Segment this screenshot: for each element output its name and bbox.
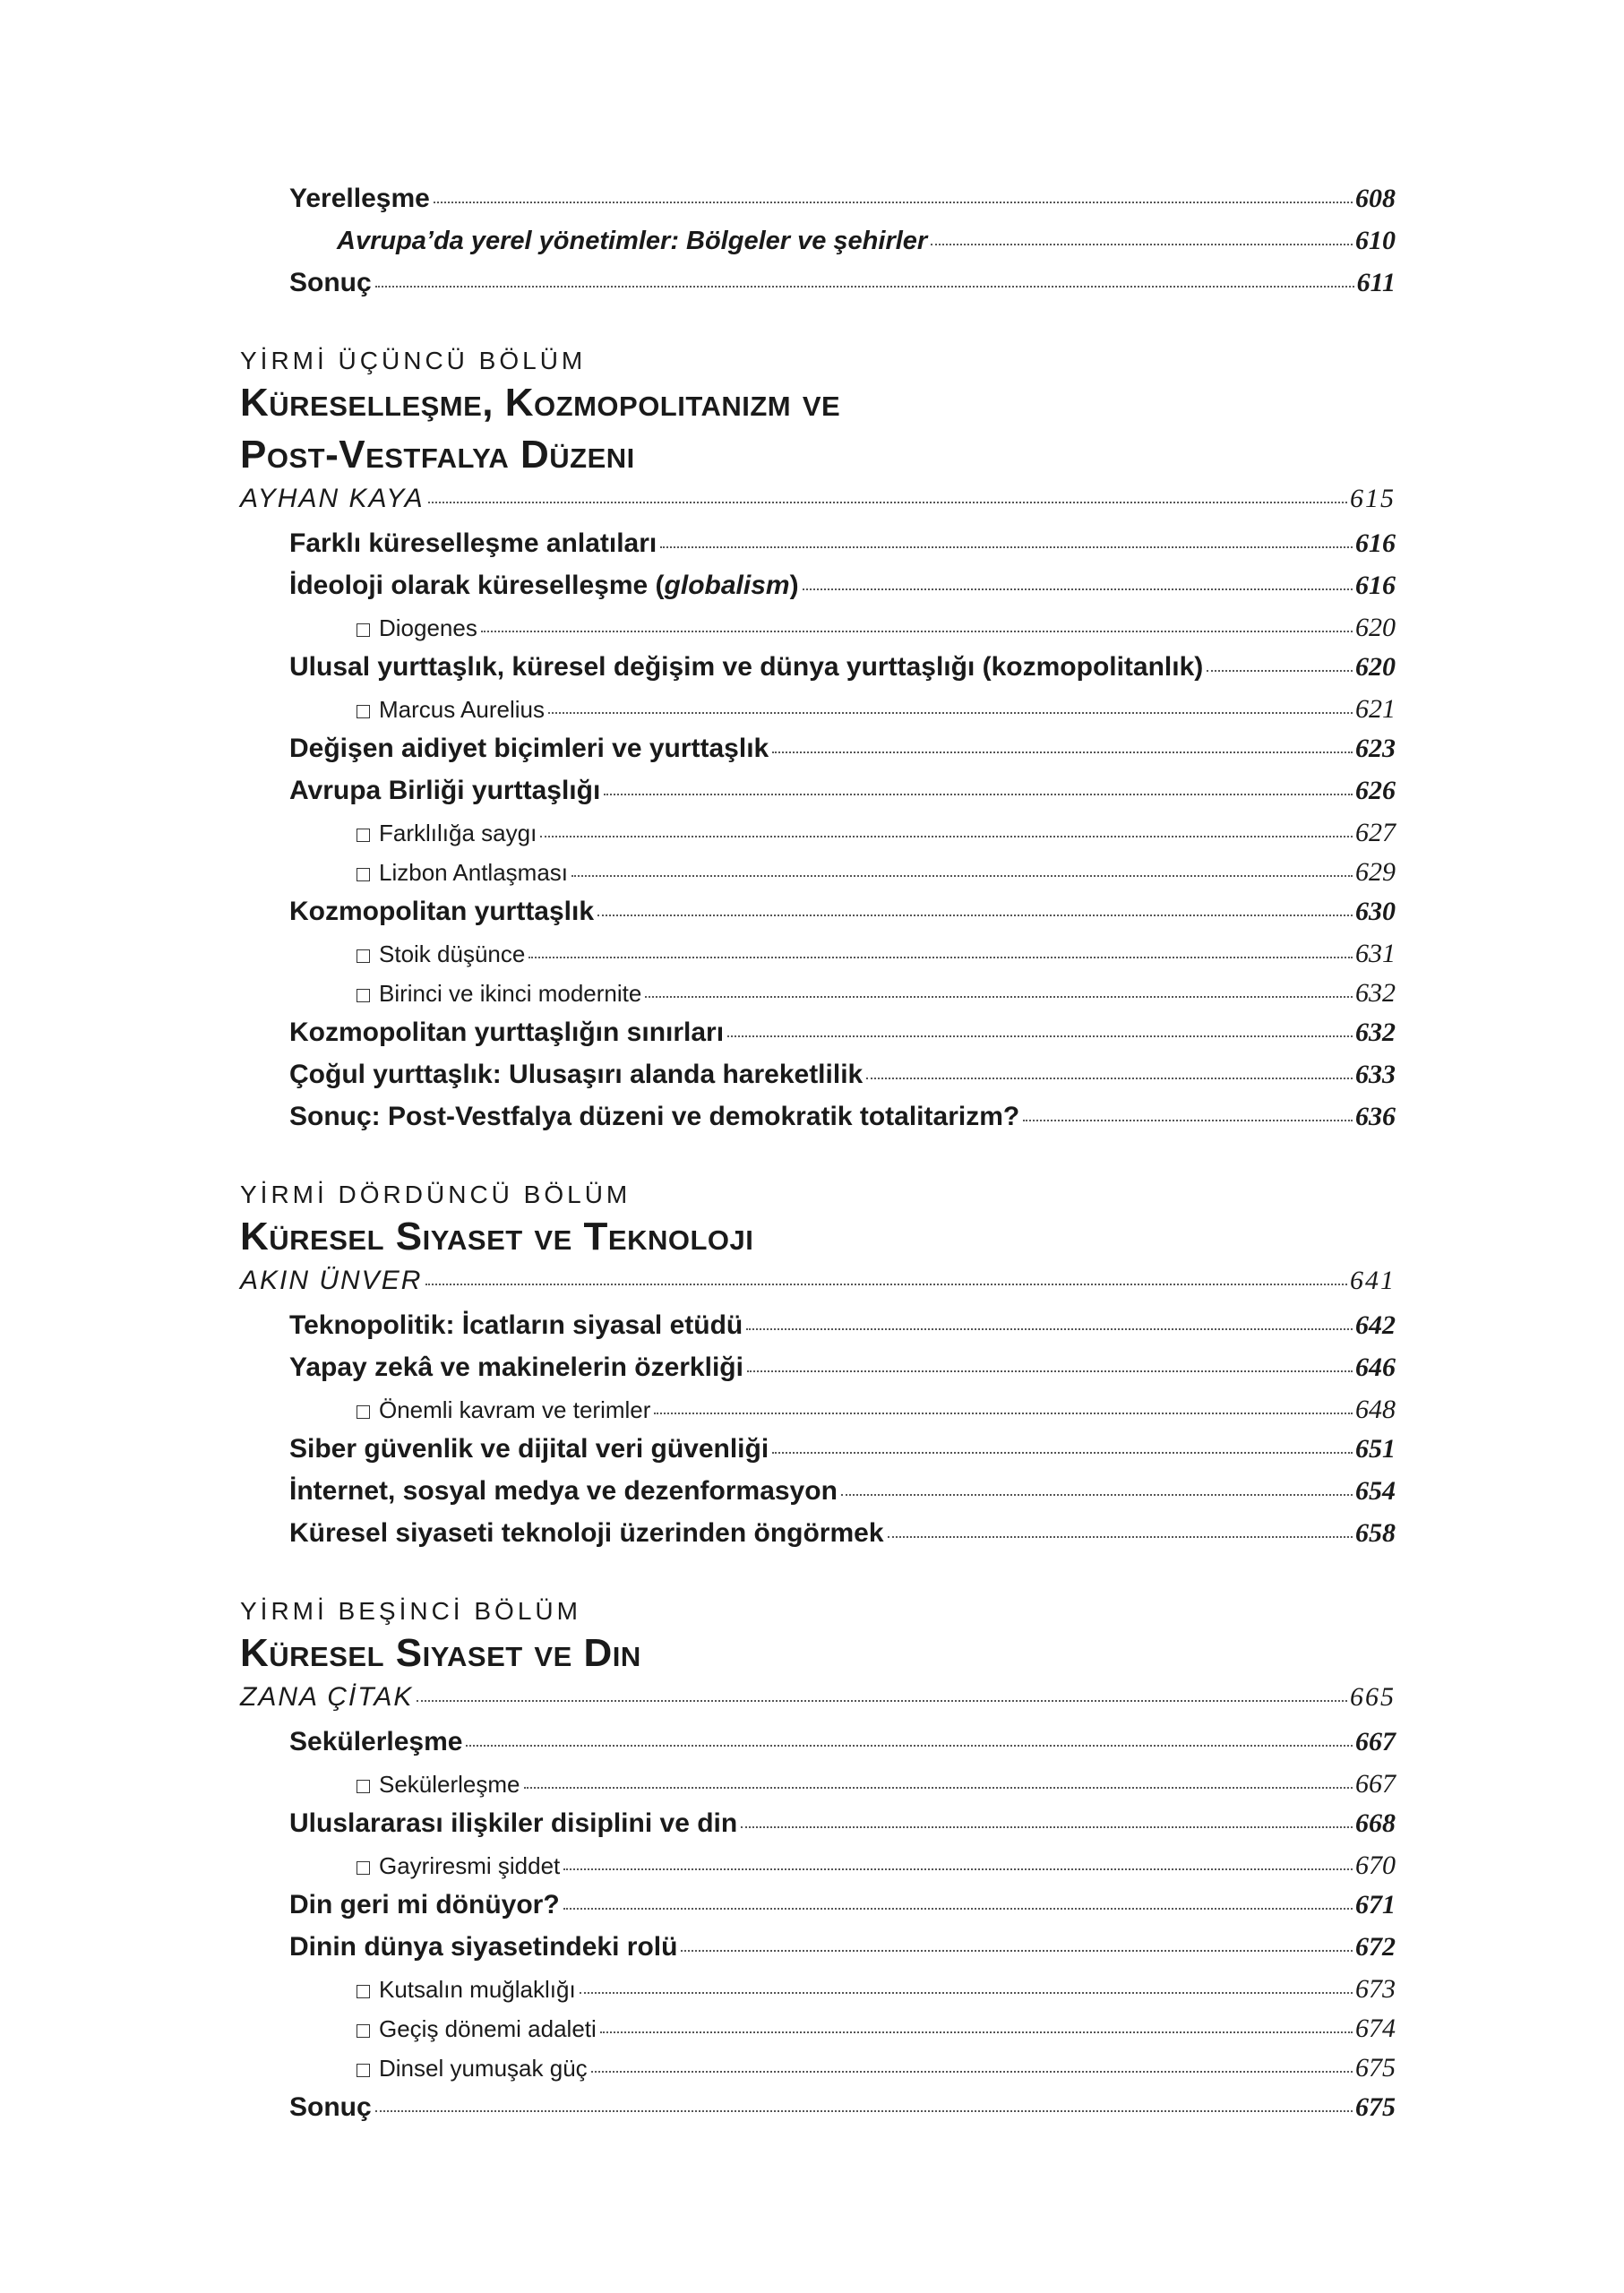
entry-title: Lizbon Antlaşması [379, 859, 569, 886]
author-name: AKIN ÜNVER [240, 1266, 423, 1295]
dot-leader [528, 957, 1353, 958]
toc-entry[interactable] [240, 1060, 1396, 1102]
dot-leader [746, 1328, 1353, 1330]
toc-entry[interactable] [240, 184, 1396, 226]
toc-entry[interactable] [240, 268, 1396, 310]
toc-subentry[interactable] [240, 939, 1396, 978]
dot-leader [727, 1035, 1353, 1037]
checkbox-square-icon [357, 989, 370, 1002]
page-number: 616 [1355, 571, 1396, 600]
author-name: ZANA ÇİTAK [240, 1682, 414, 1712]
entry-title: Farklı küreselleşme anlatıları [289, 528, 657, 558]
toc-subentry[interactable] [240, 2014, 1396, 2053]
dot-leader [580, 1992, 1353, 1994]
dot-leader [1023, 1120, 1353, 1121]
page-number: 626 [1355, 776, 1396, 805]
page-number: 671 [1355, 1890, 1396, 1919]
chapter-block [240, 342, 1396, 478]
page-number: 667 [1355, 1727, 1396, 1756]
entry-title: Yapay zekâ ve makinelerin özerkliği [289, 1353, 743, 1382]
page-number: 636 [1355, 1102, 1396, 1131]
page-number: 670 [1355, 1851, 1396, 1880]
page-number: 675 [1355, 2092, 1396, 2122]
entry-title: Değişen aidiyet biçimleri ve yurttaşlık [289, 734, 769, 763]
toc-subentry[interactable] [240, 978, 1396, 1018]
dot-leader [434, 202, 1353, 203]
dot-leader [866, 1078, 1353, 1079]
chapter-number: YİRMİ DÖRDÜNCÜ BÖLÜM [240, 1181, 632, 1208]
page-number: 632 [1355, 978, 1396, 1008]
dot-leader [425, 1284, 1347, 1285]
entry-title: Sonuç: Post-Vestfalya düzeni ve demokratik totalitarizm? [289, 1102, 1020, 1131]
dot-leader [654, 1413, 1353, 1414]
page-number: 651 [1355, 1434, 1396, 1464]
dot-leader [772, 751, 1353, 753]
entry-title: Küresel siyaseti teknoloji üzerinden öngörmek [289, 1518, 884, 1548]
dot-leader [888, 1536, 1353, 1538]
dot-leader [604, 794, 1353, 795]
checkbox-square-icon [357, 868, 370, 881]
entry-title: Kozmopolitan yurttaşlığın sınırları [289, 1018, 725, 1047]
entry-title: Kozmopolitan yurttaşlık [289, 897, 595, 926]
toc-subentry[interactable] [240, 1395, 1396, 1434]
page-number: 654 [1355, 1476, 1396, 1506]
checkbox-square-icon [357, 1861, 370, 1875]
dot-leader [660, 546, 1353, 548]
dot-leader [375, 2110, 1353, 2112]
entry-title: Diogenes [379, 614, 477, 641]
entry-title: Avrupa’da yerel yönetimler: Bölgeler ve şehirler [337, 227, 928, 255]
entry-title: Geçiş dönemi adaleti [379, 2015, 597, 2042]
dot-leader [1207, 670, 1353, 672]
toc-subentry[interactable] [240, 2053, 1396, 2092]
chapter-author[interactable] [240, 1682, 1396, 1727]
page-number: 610 [1355, 226, 1396, 255]
dot-leader [563, 1908, 1353, 1910]
chapter-author[interactable] [240, 484, 1396, 528]
dot-leader [428, 502, 1347, 503]
page-number: 667 [1355, 1769, 1396, 1799]
page-number: 629 [1355, 857, 1396, 887]
dot-leader [417, 1700, 1347, 1702]
toc-entry[interactable] [240, 2092, 1396, 2134]
dot-leader [597, 915, 1353, 916]
toc-subentry[interactable] [240, 818, 1396, 857]
toc-subentry[interactable] [240, 1974, 1396, 2014]
toc-entry[interactable] [240, 734, 1396, 776]
toc-entry[interactable] [240, 1890, 1396, 1932]
page-number: 627 [1355, 818, 1396, 847]
page-number: 658 [1355, 1518, 1396, 1548]
entry-title: Dinin dünya siyasetindeki rolü [289, 1932, 678, 1962]
toc-entry[interactable] [240, 897, 1396, 939]
toc-subentry[interactable] [240, 694, 1396, 734]
toc-entry[interactable] [240, 571, 1396, 613]
page-number: 633 [1355, 1060, 1396, 1089]
page-number: 620 [1355, 652, 1396, 682]
page-number: 620 [1355, 613, 1396, 642]
toc-entry[interactable] [240, 1808, 1396, 1851]
dot-leader [681, 1950, 1353, 1952]
chapter-title: Küresel Siyaset ve Teknoloji [240, 1215, 754, 1258]
checkbox-square-icon [357, 2024, 370, 2038]
entry-title: Birinci ve ikinci modernite [379, 980, 642, 1007]
page-number: 641 [1350, 1266, 1396, 1295]
dot-leader [540, 836, 1353, 837]
page-number: 615 [1350, 484, 1396, 513]
page-number: 648 [1355, 1395, 1396, 1424]
dot-leader [747, 1370, 1353, 1372]
entry-title: Avrupa Birliği yurttaşlığı [289, 776, 601, 805]
entry-title: Sekülerleşme [289, 1727, 463, 1756]
entry-title: Marcus Aurelius [379, 696, 545, 723]
chapter-number: YİRMİ BEŞİNCİ BÖLÜM [240, 1597, 581, 1625]
dot-leader [841, 1494, 1353, 1496]
entry-title: Siber güvenlik ve dijital veri güvenliği [289, 1434, 769, 1464]
chapter-title: Küreselleşme, Kozmopolitanizm ve [240, 381, 841, 425]
dot-leader [571, 875, 1353, 877]
entry-title: Önemli kavram ve terimler [379, 1396, 651, 1423]
entry-title: Gayriresmi şiddet [379, 1852, 561, 1879]
page-number: 646 [1355, 1353, 1396, 1382]
chapter-title: Post-Vestfalya Düzeni [240, 433, 635, 477]
dot-leader [524, 1787, 1353, 1789]
page-number: 672 [1355, 1932, 1396, 1962]
toc-subentry[interactable] [240, 1769, 1396, 1808]
page-number: 631 [1355, 939, 1396, 968]
chapter-title: Küresel Siyaset ve Din [240, 1631, 641, 1675]
entry-title: İdeoloji olarak küreselleşme (globalism) [289, 571, 799, 600]
page-number: 675 [1355, 2053, 1396, 2083]
page-number: 616 [1355, 528, 1396, 558]
toc-entry[interactable] [240, 652, 1396, 694]
dot-leader [466, 1745, 1353, 1747]
author-name: AYHAN KAYA [240, 484, 425, 513]
entry-title: Sekülerleşme [379, 1771, 520, 1798]
chapter-author[interactable] [240, 1266, 1396, 1310]
toc-subentry[interactable] [240, 613, 1396, 652]
toc-entry[interactable] [240, 1476, 1396, 1518]
dot-leader [481, 631, 1353, 632]
entry-title: Ulusal yurttaşlık, küresel değişim ve dünya yurttaşlığı (kozmopolitanlık) [289, 652, 1204, 682]
checkbox-square-icon [357, 1780, 370, 1793]
page-number: 674 [1355, 2014, 1396, 2043]
dot-leader [600, 2031, 1353, 2033]
page-number: 665 [1350, 1682, 1396, 1712]
dot-leader [548, 712, 1353, 714]
entry-title: Uluslararası ilişkiler disiplini ve din [289, 1808, 738, 1838]
entry-title: Teknopolitik: İcatların siyasal etüdü [289, 1310, 743, 1340]
checkbox-square-icon [357, 623, 370, 637]
toc-entry[interactable] [240, 1932, 1396, 1974]
page-number: 632 [1355, 1018, 1396, 1047]
page-number: 642 [1355, 1310, 1396, 1340]
dot-leader [772, 1452, 1353, 1454]
toc-entry[interactable] [240, 1434, 1396, 1476]
page-number: 673 [1355, 1974, 1396, 2004]
page-number: 608 [1355, 184, 1396, 213]
checkbox-square-icon [357, 1985, 370, 1998]
toc-subentry[interactable] [240, 857, 1396, 897]
page-number: 630 [1355, 897, 1396, 926]
checkbox-square-icon [357, 705, 370, 718]
chapter-number: YİRMİ ÜÇÜNCÜ BÖLÜM [240, 347, 587, 374]
toc-entry[interactable] [240, 1353, 1396, 1395]
toc-entry[interactable] [240, 776, 1396, 818]
toc-entry[interactable] [240, 1727, 1396, 1769]
entry-title: İnternet, sosyal medya ve dezenformasyon [289, 1476, 838, 1506]
entry-title: Din geri mi dönüyor? [289, 1890, 560, 1919]
page-number: 668 [1355, 1808, 1396, 1838]
checkbox-square-icon [357, 949, 370, 963]
entry-title: Stoik düşünce [379, 940, 526, 967]
entry-title: Sonuç [289, 268, 372, 297]
entry-title: Farklılığa saygı [379, 820, 537, 846]
entry-title: Kutsalın muğlaklığı [379, 1976, 576, 2003]
chapter-block [240, 1176, 1396, 1260]
toc-entry[interactable] [240, 226, 1396, 268]
dot-leader [645, 996, 1353, 998]
dot-leader [563, 1868, 1353, 1870]
table-of-contents [240, 184, 1396, 2134]
toc-subentry[interactable] [240, 1851, 1396, 1890]
entry-title: Sonuç [289, 2092, 372, 2122]
toc-entry[interactable] [240, 528, 1396, 571]
toc-entry[interactable] [240, 1310, 1396, 1353]
dot-leader [741, 1826, 1353, 1828]
page-number: 611 [1356, 268, 1396, 297]
entry-title: Dinsel yumuşak güç [379, 2055, 588, 2082]
entry-title: Yerelleşme [289, 184, 430, 213]
dot-leader [375, 286, 1354, 288]
toc-entry[interactable] [240, 1518, 1396, 1560]
dot-leader [591, 2071, 1353, 2073]
checkbox-square-icon [357, 2064, 370, 2077]
chapter-block [240, 1593, 1396, 1677]
page-number: 623 [1355, 734, 1396, 763]
checkbox-square-icon [357, 829, 370, 842]
dot-leader [803, 588, 1353, 590]
toc-entry[interactable] [240, 1018, 1396, 1060]
checkbox-square-icon [357, 1405, 370, 1419]
page-number: 621 [1355, 694, 1396, 724]
entry-title: Çoğul yurttaşlık: Ulusaşırı alanda hareketlilik [289, 1060, 864, 1089]
toc-entry[interactable] [240, 1102, 1396, 1144]
dot-leader [931, 244, 1353, 245]
